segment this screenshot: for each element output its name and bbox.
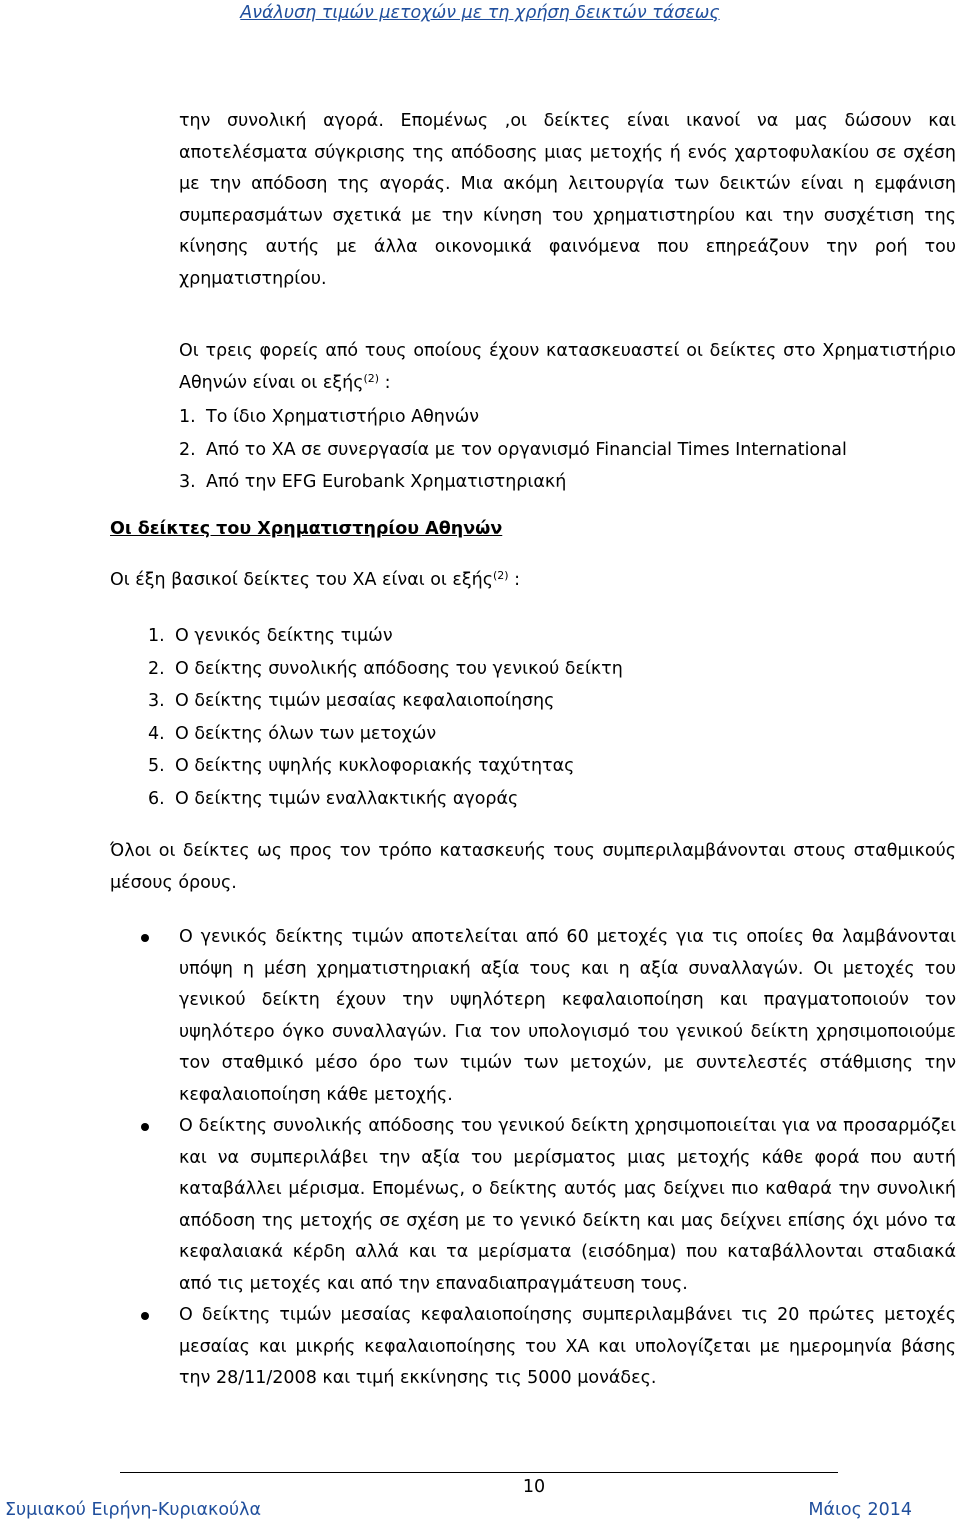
paragraph-index-creators-text: Οι τρεις φορείς από τους οποίους έχουν κατασκευαστεί οι δείκτες στο Χρηματιστήριο Αθηνών είναι οι εξής <box>179 341 956 393</box>
bullet-item-text: Ο δείκτης συνολικής απόδοσης του γενικού δείκτη χρησιμοποιείται για να προσαρμόζει και να συμπεριλάβει την αξία του μερίσματος μιας μετοχής κάθε φορά που αυτή καταβάλλει μέρισμα. Επομένως, ο δείκτης αυτός μας δείχνει πιο καθαρά την συνολική απόδοση της μετοχής σε σχέση με το γενικό δείκτη και μας δείχνει επίσης όχι μόνο τα κεφαλαιακά κέρδη αλλά και τα μερίσματα (εισόδημα) που καταβάλλονται σταδιακά από τις μετοχές και από την επαναδιαπραγμάτευση τους. <box>179 1116 956 1294</box>
list-item-text: Από το ΧΑ σε συνεργασία με τον οργανισμό Financial Times International <box>206 439 847 460</box>
list-item-text: Το ίδιο Χρηματιστήριο Αθηνών <box>206 407 480 427</box>
paragraph-weighted-averages: Όλοι οι δείκτες ως προς τον τρόπο κατασκευής τους συμπεριλαμβάνονται στους σταθμικούς μέσους όρους. <box>110 841 956 893</box>
list-item-number: 2. <box>148 658 165 679</box>
list-item-number: 3. <box>179 472 196 492</box>
list-item-number: 1. <box>179 407 196 427</box>
bullet-icon <box>141 1312 149 1320</box>
list-item-text: Ο δείκτης υψηλής κυκλοφοριακής ταχύτητας <box>175 756 575 776</box>
list-item-number: 2. <box>179 439 196 460</box>
running-header-title: Ανάλυση τιμών μετοχών με τη χρήση δεικτών τάσεως <box>240 3 720 23</box>
indices-intro-text: Οι έξη βασικοί δείκτες του ΧΑ είναι οι εξής <box>110 570 493 590</box>
list-item-text: Ο δείκτης όλων των μετοχών <box>175 723 437 744</box>
list-item-text: Ο δείκτης τιμών μεσαίας κεφαλαιοποίησης <box>175 691 555 711</box>
list-item-number: 1. <box>148 626 165 646</box>
list-item-number: 5. <box>148 756 165 776</box>
list-item-number: 3. <box>148 691 165 711</box>
section-heading: Οι δείκτες του Χρηματιστηρίου Αθηνών <box>110 519 503 539</box>
list-item-text: Ο δείκτης τιμών εναλλακτικής αγοράς <box>175 788 519 809</box>
paragraph-colon: : <box>384 372 391 393</box>
reference-superscript: (2) <box>363 371 380 385</box>
footer-date: Μάιος 2014 <box>808 1500 912 1520</box>
list-item-number: 6. <box>148 788 165 809</box>
footer-author: Συμιακού Ειρήνη-Κυριακούλα <box>5 1500 262 1520</box>
bullet-icon <box>141 934 149 942</box>
paragraph-market-comparison: την συνολική αγορά. Επομένως ,οι δείκτες είναι ικανοί να μας δώσουν και αποτελέσματα σύγκρισης της απόδοσης μιας μετοχής ή ενός χαρτοφυλακίου σε σχέση με την απόδοση της αγοράς. Μια ακόμη λειτουργία των δεικτών είναι η εμφάνιση συμπερασμάτων σχετικά με την κίνηση του χρηματιστηρίου και την συσχέτιση της κίνησης αυτής με άλλα οικονομικά φαινόμενα που επηρεάζουν την ροή του χρηματιστηρίου. <box>179 111 956 289</box>
bullet-item <box>110 1111 956 1300</box>
bullet-item <box>110 1300 956 1395</box>
list-item-text: Από την EFG Eurobank Χρηματιστηριακή <box>206 472 567 492</box>
list-item-number: 4. <box>148 723 165 744</box>
page-number: 10 <box>522 1477 546 1497</box>
bullet-item <box>110 922 956 1111</box>
bullet-item-text: Ο δείκτης τιμών μεσαίας κεφαλαιοποίησης συμπεριλαμβάνει τις 20 πρώτες μετοχές μεσαίας και μικρής κεφαλαιοποίησης του ΧΑ και υπολογίζεται με ημερομηνία βάσης την 28/11/2008 και τιμή εκκίνησης τις 5000 μονάδες. <box>179 1305 956 1388</box>
list-item-text: Ο γενικός δείκτης τιμών <box>175 626 393 646</box>
indices-intro-colon: : <box>514 570 521 590</box>
index-descriptions-list <box>110 922 956 1395</box>
indices-intro <box>110 565 520 596</box>
reference-superscript: (2) <box>492 569 509 582</box>
paragraph-index-creators <box>179 336 956 399</box>
list-item-text: Ο δείκτης συνολικής απόδοσης του γενικού δείκτη <box>175 658 623 679</box>
bullet-item-text: Ο γενικός δείκτης τιμών αποτελείται από 60 μετοχές για τις οποίες θα λαμβάνονται υπόψη η μέση χρηματιστηριακή αξία τους και η αξία συναλλαγών. Οι μετοχές του γενικού δείκτη έχουν την υψηλότερη κεφαλαιοποίηση και πραγματοποιούν τον υψηλότερο όγκο συναλλαγών. Για τον υπολογισμό του γενικού δείκτη χρησιμοποιούμε τον σταθμικό μέσο όρο των τιμών των μετοχών, με συντελεστές στάθμισης την κεφαλαιοποίηση κάθε μετοχής. <box>179 927 956 1105</box>
bullet-icon <box>141 1123 149 1131</box>
footer-divider <box>120 1472 838 1473</box>
